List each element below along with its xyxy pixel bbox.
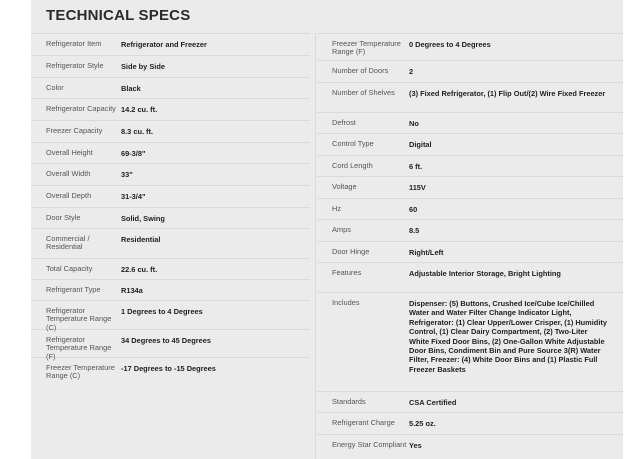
spec-value: 60 [409,205,418,214]
spec-row [31,33,310,55]
spec-row [31,300,310,332]
spec-label: Total Capacity [46,264,93,273]
spec-label: Refrigerator Style [46,61,104,70]
spec-label: Refrigerator Capacity [46,104,116,113]
spec-row [317,155,623,176]
spec-row [317,133,623,155]
spec-row [317,412,623,434]
spec-value: 5.25 oz. [409,419,436,428]
spec-label: Refrigerator Item [46,39,102,48]
spec-value: Adjustable Interior Storage, Bright Lighting [409,269,561,278]
spec-row [31,258,310,279]
spec-label: Freezer Temperature Range (F) [332,39,401,57]
spec-value: Digital [409,140,432,149]
spec-label: Standards [332,397,366,406]
spec-value: 8.3 cu. ft. [121,127,154,136]
spec-value: 22.6 cu. ft. [121,265,158,274]
spec-row [317,292,623,391]
spec-value: (3) Fixed Refrigerator, (1) Flip Out/(2) Wire Fixed Freezer [409,89,606,98]
spec-value: Refrigerator and Freezer [121,40,207,49]
spec-value: 115V [409,183,426,192]
spec-value: 1 Degrees to 4 Degrees [121,307,203,316]
spec-row [31,279,310,300]
spec-label: Refrigerant Charge [332,418,395,427]
specs-column-left [31,33,310,387]
spec-value: 31-3/4" [121,192,146,201]
spec-row [317,262,623,292]
spec-value: Side by Side [121,62,165,71]
spec-label: Number of Shelves [332,88,395,97]
spec-label: Number of Doors [332,66,389,75]
spec-label: Amps [332,225,351,234]
spec-row [317,241,623,262]
spec-label: Door Hinge [332,247,370,256]
spec-row [317,198,623,219]
spec-label: Hz [332,204,342,213]
spec-row [317,434,623,456]
spec-value: Right/Left [409,248,444,257]
spec-value: 14.2 cu. ft. [121,105,158,114]
spec-label: Overall Height [46,148,93,157]
spec-value: Black [121,84,141,93]
spec-label: Energy Star Compliant [332,440,407,449]
spec-row [31,357,310,387]
spec-value: 8.5 [409,226,420,235]
spec-label: Refrigerator Temperature Range (F) [46,335,112,361]
spec-label: Control Type [332,139,374,148]
spec-row [31,329,310,361]
spec-row [317,82,623,112]
spec-row [31,185,310,207]
spec-value: 2 [409,67,414,76]
spec-label: Overall Width [46,169,91,178]
spec-label: Includes [332,298,360,307]
spec-value: Residential [121,235,161,244]
spec-row [317,60,623,82]
spec-row [317,219,623,241]
spec-value: -17 Degrees to -15 Degrees [121,364,216,373]
spec-row [31,77,310,98]
specs-column-right [317,33,623,456]
spec-label: Commercial / Residential [46,234,90,252]
spec-row [317,176,623,198]
spec-value: 0 Degrees to 4 Degrees [409,40,491,49]
spec-value: R134a [121,286,143,295]
spec-value: 34 Degrees to 45 Degrees [121,336,211,345]
spec-label: Refrigerator Temperature Range (C) [46,306,112,332]
spec-row [31,98,310,120]
spec-label: Features [332,268,362,277]
spec-row [31,142,310,163]
spec-value: Solid, Swing [121,214,165,223]
spec-label: Overall Depth [46,191,92,200]
spec-row [317,33,623,60]
spec-row [317,391,623,412]
spec-value: 6 ft. [409,162,423,171]
spec-label: Cord Length [332,161,373,170]
spec-label: Refrigerant Type [46,285,101,294]
column-divider [315,33,316,459]
section-heading: TECHNICAL SPECS [46,7,191,24]
spec-row [317,112,623,133]
spec-value: Yes [409,441,422,450]
spec-value: No [409,119,419,128]
spec-row [31,163,310,185]
spec-row [31,120,310,142]
spec-value: 69-3/8" [121,149,146,158]
spec-label: Defrost [332,118,356,127]
spec-label: Voltage [332,182,357,191]
spec-value: 33" [121,170,133,179]
spec-label: Color [46,83,64,92]
spec-label: Freezer Capacity [46,126,103,135]
technical-specs-panel [31,0,623,459]
spec-value: Dispenser: (5) Buttons, Crushed Ice/Cube Ice/Chilled Water and Water Filter Change Indicator Light, Refrigerator: (1) Clear Upper/Lower Crisper, (1) Humidity Control, (1) Clear Dairy Compartment, (2) Two-Liter White Fixed Door Bins, (2) One-Gallon White Adjustable Door Bins, Condiment Bin and Pure Source 3(R) Water Filter, Freezer: (4) White Door Bins and (1) Plastic Full Freezer Baskets [409,299,607,374]
spec-label: Door Style [46,213,81,222]
spec-label: Freezer Temperature Range (C) [46,363,115,381]
spec-row [31,207,310,228]
spec-value: CSA Certified [409,398,457,407]
spec-row [31,228,310,258]
spec-row [31,55,310,77]
